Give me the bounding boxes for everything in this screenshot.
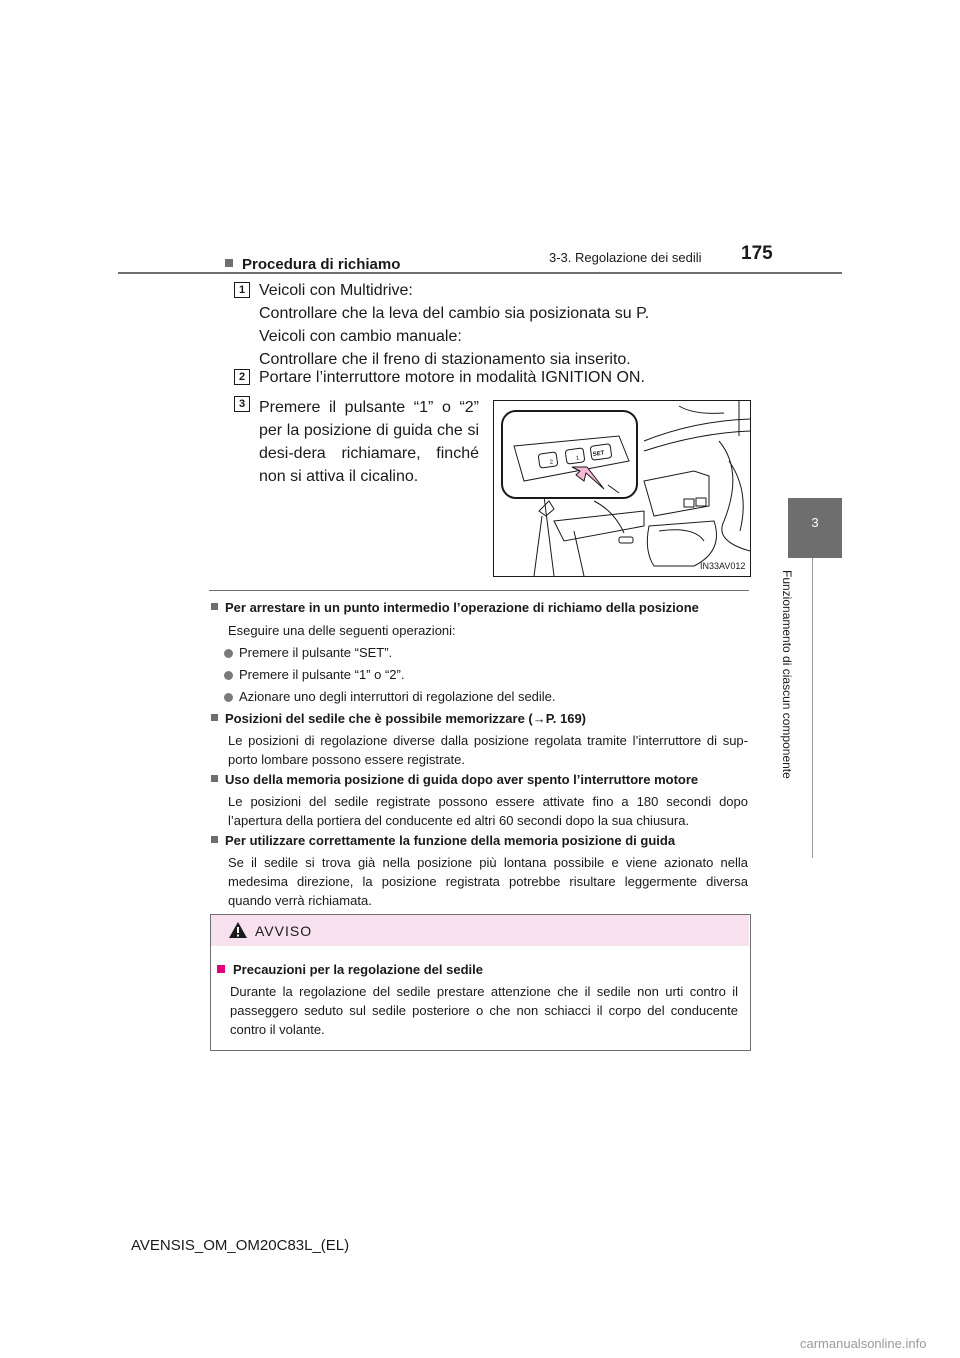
button-set-label: SET [592,450,605,458]
note-heading: Per utilizzare correttamente la funzione della memoria posizione di guida [211,833,675,848]
note-body: Eseguire una delle seguenti operazioni: [228,623,456,638]
step-line: Veicoli con Multidrive: [259,282,413,299]
chapter-tab-line [812,558,813,858]
note-heading: Per arrestare in un punto intermedio l’operazione di richiamo della posizione [211,600,699,615]
note-heading: Posizioni del sedile che è possibile memorizzare (→P. 169) [211,711,586,726]
warning-title: Precauzioni per la regolazione del sedile [217,962,483,977]
warning-label: AVVISO [255,923,313,939]
heading-square-icon [211,714,218,721]
step-2-text [259,366,645,389]
bullet-dot-icon [224,671,233,680]
watermark: carmanualsonline.info [800,1336,927,1351]
step-3-text: Premere il pulsante “1” o “2” per la posizione di guida che si desi-dera richiamare, finché non si attiva il cicalino. [259,399,479,485]
note-heading: Uso della memoria posizione di guida dopo aver spento l’interruttore motore [211,772,698,787]
step-line: Controllare che il freno di stazionamento sia inserito. [259,351,631,368]
step-number-box: 3 [234,396,250,412]
car-door-drawing [494,401,750,576]
button-1-label: 1 [575,455,580,462]
heading-square-icon [211,603,218,610]
step-line: Portare l’interruttore motore in modalità IGNITION ON. [259,369,645,386]
step-number-box: 1 [234,282,250,298]
heading-square-icon [211,775,218,782]
procedure-heading [225,256,400,273]
bullet-item: Premere il pulsante “SET”. [224,645,392,660]
bullet-dot-icon [224,649,233,658]
bullet-item: Premere il pulsante “1” o “2”. [224,667,404,682]
bullet-dot-icon [224,693,233,702]
memory-switch-illustration [493,400,751,577]
step-line: Veicoli con cambio manuale: [259,328,462,345]
step-number-box: 2 [234,369,250,385]
warning-body: Durante la regolazione del sedile prestare attenzione che il sedile non urti contro il passeggero seduto sul sedile posteriore o che non schiacci il corpo del conducente contro il volante. [230,984,738,1037]
button-2-label: 2 [549,459,554,466]
chapter-label: Funzionamento di ciascun componente [780,570,794,779]
page-number: 175 [741,243,773,264]
heading-square-icon [211,836,218,843]
note-body: Le posizioni del sedile registrate possono essere attivate fino a 180 secondi dopo l’apertura della portiera del conducente ed altri 60 secondi dopo la sua chiusura. [228,794,748,828]
bullet-item: Azionare uno degli interruttori di regolazione del sedile. [224,689,556,704]
warning-square-icon [217,965,225,973]
step-line: Controllare che la leva del cambio sia posizionata su P. [259,305,650,322]
heading-square-icon [225,259,233,267]
chapter-number: 3 [811,515,819,530]
document-code: AVENSIS_OM_OM20C83L_(EL) [131,1237,350,1254]
section-title: 3-3. Regolazione dei sedili [549,250,702,265]
note-body: Le posizioni di regolazione diverse dalla posizione regolata tramite l’interruttore di sup-porto lombare possono essere registrate. [228,733,748,767]
step-1-text [259,279,649,371]
procedure-title: Procedura di richiamo [242,256,401,273]
warning-triangle-icon [228,921,248,944]
section-divider [209,590,749,591]
illustration-code: IN33AV012 [700,561,746,571]
note-body: Se il sedile si trova già nella posizione più lontana possibile e viene azionato nella medesima direzione, la posizione registrata potrebbe risultare leggermente diversa quando verrà richiamata. [228,855,748,908]
